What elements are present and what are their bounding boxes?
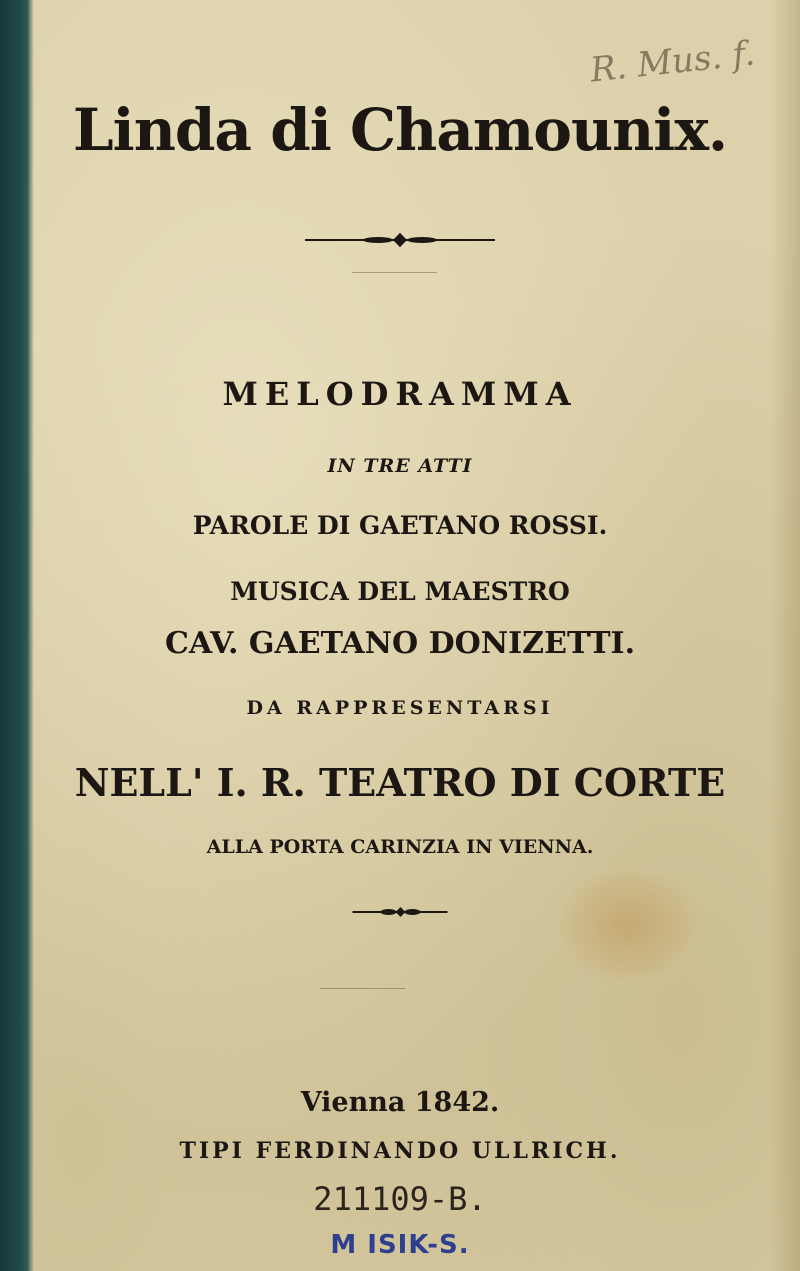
- genre-heading: MELODRAMMA: [222, 375, 578, 413]
- composer-line: CAV. GAETANO DONIZETTI.: [164, 626, 636, 661]
- performance-line: DA RAPPRESENTARSI: [246, 697, 554, 719]
- shelfmark: 211109-B.: [313, 1180, 487, 1218]
- imprint-city-year: Vienna 1842.: [300, 1087, 500, 1118]
- library-stamp: M ISIK-S.: [330, 1230, 470, 1260]
- ornament-top: [305, 233, 495, 247]
- imprint-printer: TIPI FERDINANDO ULLRICH.: [179, 1138, 621, 1164]
- opera-title: Linda di Chamounix.: [72, 96, 728, 164]
- handwritten-note: R. Mus. f.: [588, 33, 757, 91]
- rule-1: [352, 272, 437, 273]
- rule-2: [320, 988, 405, 989]
- music-by-line: MUSICA DEL MAESTRO: [230, 577, 570, 606]
- paper-stain: [560, 870, 695, 980]
- acts-line: IN TRE ATTI: [327, 455, 473, 477]
- venue-line: NELL' I. R. TEATRO DI CORTE: [74, 760, 726, 805]
- ornament-bottom: [353, 906, 448, 918]
- location-line: ALLA PORTA CARINZIA IN VIENNA.: [206, 836, 594, 858]
- librettist-line: PAROLE DI GAETANO ROSSI.: [192, 511, 608, 540]
